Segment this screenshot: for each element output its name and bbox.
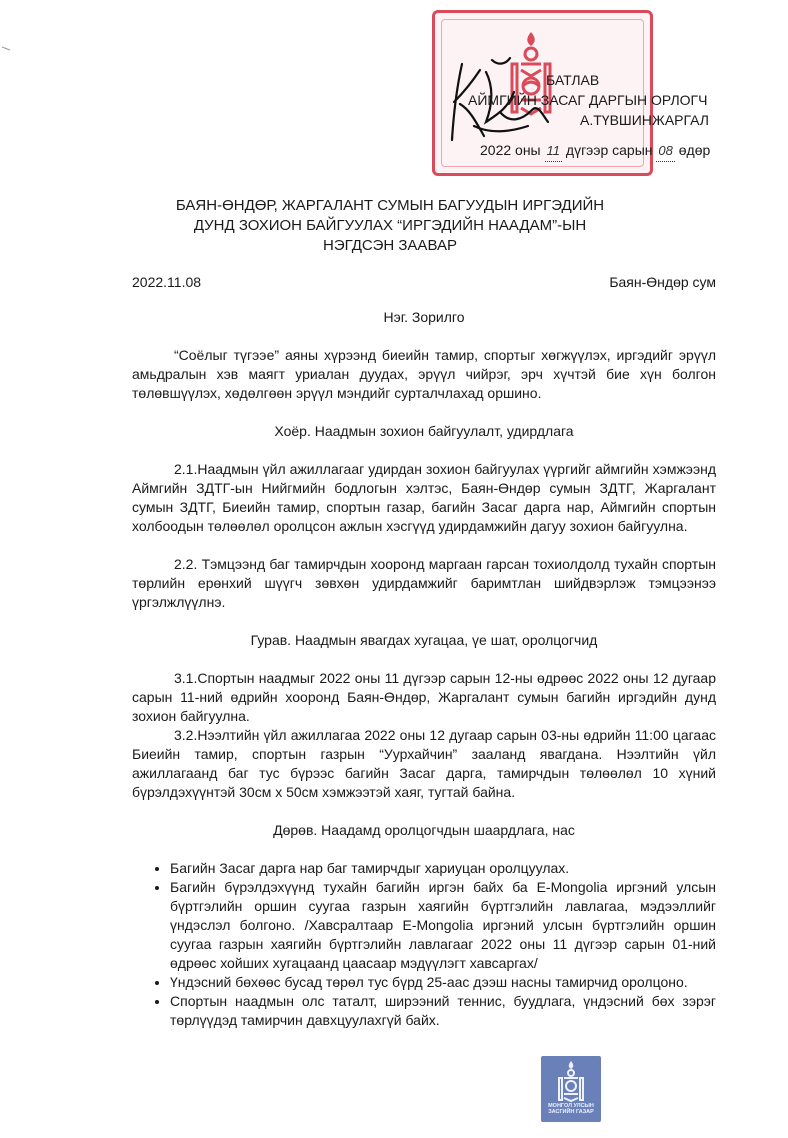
title-line-2: ДУНД ЗОХИОН БАЙГУУЛАХ “ИРГЭДИЙН НААДАМ”-ЫН <box>193 217 587 234</box>
approval-date <box>446 140 736 162</box>
approval-month-suffix: дүгээр сарын <box>565 142 653 158</box>
date-place-line <box>132 274 716 290</box>
soyombo-logo-icon <box>556 1059 586 1103</box>
list-item: • Спортын наадмын олс таталт, ширээний теннис, буудлага, үндэсний бөх зэрэг төрлүүдэд тамирчин давхцуулахгүй байх. <box>170 992 716 1030</box>
logo-text-line-2: ЗАСГИЙН ГАЗАР <box>548 1109 594 1115</box>
paragraph-2-2: 2.2. Тэмцээнд баг тамирчдын хооронд маргаан гарсан тохиолдолд тухайн спортын төрлийн ерөнхий шүүгч зөвхөн удирдамжийг баримтлан шийдвэрлэж тэмцээнээ үргэлжлүүлнэ. <box>132 556 716 610</box>
approval-date-prefix: 2022 оны <box>480 142 541 158</box>
government-logo <box>541 1056 601 1122</box>
logo-text-line-1: МОНГОЛ УЛСЫН <box>548 1103 594 1109</box>
paragraph-3-1: 3.1.Спортын наадмыг 2022 оны 11 дүгээр сарын 12-ны өдрөөс 2022 оны 12 дугаар сарын 11-ний өдрийн хооронд Баян-Өндөр, Жаргалант сумын багийн иргэдийн дунд зохион байгуулна. <box>132 670 716 724</box>
list-item: • Үндэсний бөхөөс бусад төрөл тус бүрд 25-аас дээш насны тамирчид оролцоно. <box>170 973 716 992</box>
document-date: 2022.11.08 <box>132 274 202 290</box>
margin-mark-icon <box>0 44 14 54</box>
document-body <box>132 308 716 1030</box>
list-item: • Багийн Засаг дарга нар баг тамирчдыг хариуцан оролцуулах. <box>170 859 716 878</box>
document-title <box>140 196 640 256</box>
paragraph-3-2: 3.2.Нээлтийн үйл ажиллагаа 2022 оны 12 дугаар сарын 03-ны өдрийн 11:00 цагаас Биеийн тамир, спортын газрын “Уурхайчин” зааланд явагдана. Нээлтийн үйл ажиллагаанд баг тус бүрээс багийн Засаг дарга, тамирчдын төлөөлөл 10 хүний бүрэлдэхүүнтэй 30см х 50см хэмжээтэй хаяг, тугтай байна. <box>132 727 716 800</box>
approval-month: 11 <box>545 141 563 162</box>
section-heading-3: Гурав. Наадмын явагдах хугацаа, үе шат, оролцогчид <box>250 632 598 648</box>
paragraph-1: “Соёлыг түгээе” аяны хүрээнд биеийн тамир, спортыг хөгжүүлэх, иргэдийг эрүүл амьдралын хэв маягт уриалан дуудах, эрүүл чийрэг, эрч хүчтэй бие хүн болгон төлөвшүүлэх, хөдөлгөөн эрүүл мэндийг сурталчлахад оршино. <box>132 347 716 401</box>
document-place: Баян-Өндөр сум <box>609 274 716 290</box>
approval-day-suffix: өдөр <box>678 142 711 158</box>
section-heading-4: Дөрөв. Наадамд оролцогчдын шаардлага, нас <box>273 822 575 838</box>
section-heading-1: Нэг. Зорилго <box>383 309 465 325</box>
title-line-1: БАЯН-ӨНДӨР, ЖАРГАЛАНТ СУМЫН БАГУУДЫН ИРГЭДИЙН <box>175 197 605 214</box>
approval-block <box>446 70 736 162</box>
list-item: • Багийн бүрэлдэхүүнд тухайн багийн иргэн байх ба E-Mongolia иргэний улсын бүртгэлийн оршин суугаа газрын хаягийн бүртгэлийн лавлагаа, мэдээллийг үндэслэл болгоно. /Хавсралтаар E-Mongolia иргэний улсын бүртгэлийн оршин суугаа газрын хаягийн бүртгэлийн лавлагааг 2022 оны 11 дүгээр сарын 01-ний өдрөөс хойших хугацаанд цаасаар мэдүүлэгт хавсаргах/ <box>170 878 716 973</box>
section-heading-2: Хоёр. Наадмын зохион байгуулалт, удирдлага <box>274 423 574 439</box>
approval-name: А.ТҮВШИНЖАРГАЛ <box>580 112 709 128</box>
approval-day: 08 <box>656 141 674 162</box>
requirements-list <box>132 859 716 1030</box>
paragraph-2-1: 2.1.Наадмын үйл ажиллагааг удирдан зохион байгуулах үүргийг аймгийн хэмжээнд Аймгийн ЗДТГ-ын Нийгмийн бодлогын хэлтэс, Баян-Өндөр сумын ЗДТГ, Жаргалант сумын ЗДТГ, Биеийн тамир, спортын газар, багийн Засаг дарга нар, Аймгийн спортын холбоодын төлөөлөл оролцсон ажлын хэсгүүд удирдамжийн дагуу зохион байгуулна. <box>132 461 716 534</box>
approval-position: АЙМГИЙН ЗАСАГ ДАРГЫН ОРЛОГЧ <box>468 92 708 108</box>
title-line-3: НЭГДСЭН ЗААВАР <box>323 237 457 254</box>
approval-heading: БАТЛАВ <box>546 72 600 88</box>
